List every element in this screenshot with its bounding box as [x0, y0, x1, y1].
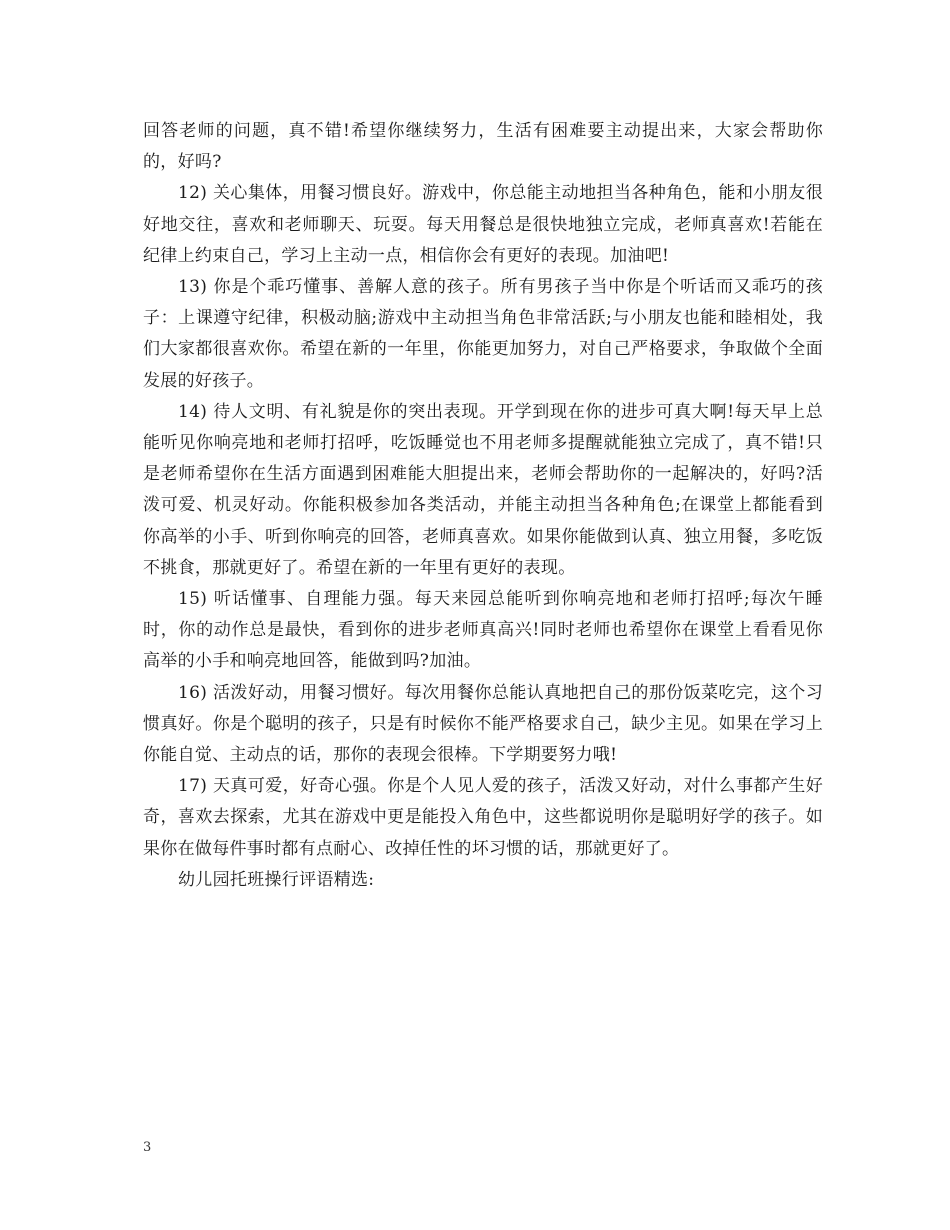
document-body [143, 116, 823, 896]
paragraph-comment-12: 12) 关心集体，用餐习惯良好。游戏中，你总能主动地担当各种角色，能和小朋友很好地交往，喜欢和老师聊天、玩耍。每天用餐总是很快地独立完成，老师真喜欢!若能在纪律上约束自己，学习上主动一点，相信你会有更好的表现。加油吧! [143, 183, 823, 266]
paragraph-comment-13: 13) 你是个乖巧懂事、善解人意的孩子。所有男孩子当中你是个听话而又乖巧的孩子：上课遵守纪律，积极动脑;游戏中主动担当角色非常活跃;与小朋友也能和睦相处，我们大家都很喜欢你。希望在新的一年里，你能更加努力，对自己严格要求，争取做个全面发展的好孩子。 [143, 277, 823, 391]
paragraph-comment-15: 15) 听话懂事、自理能力强。每天来园总能听到你响亮地和老师打招呼;每次午睡时，你的动作总是最快，看到你的进步老师真高兴!同时老师也希望你在课堂上看看见你高举的小手和响亮地回答，能做到吗?加油。 [143, 589, 823, 672]
page-number: 3 [143, 1140, 152, 1155]
paragraph-comment-14: 14) 待人文明、有礼貌是你的突出表现。开学到现在你的进步可真大啊!每天早上总能听见你响亮地和老师打招呼，吃饭睡觉也不用老师多提醒就能独立完成了，真不错!只是老师希望你在生活方面遇到困难能大胆提出来，老师会帮助你的一起解决的，好吗?活泼可爱、机灵好动。你能积极参加各类活动，并能主动担当各种角色;在课堂上都能看到你高举的小手、听到你响亮的回答，老师真喜欢。如果你能做到认真、独立用餐，多吃饭不挑食，那就更好了。希望在新的一年里有更好的表现。 [143, 401, 823, 578]
paragraph-continuation: 回答老师的问题，真不错!希望你继续努力，生活有困难要主动提出来，大家会帮助你的，好吗? [143, 121, 823, 173]
paragraph-comment-17: 17) 天真可爱，好奇心强。你是个人见人爱的孩子，活泼又好动，对什么事都产生好奇，喜欢去探索，尤其在游戏中更是能投入角色中，这些都说明你是聪明好学的孩子。如果你在做每件事时都有点耐心、改掉任性的坏习惯的话，那就更好了。 [143, 776, 823, 859]
paragraph-comment-16: 16) 活泼好动，用餐习惯好。每次用餐你总能认真地把自己的那份饭菜吃完，这个习惯真好。你是个聪明的孩子，只是有时候你不能严格要求自己，缺少主见。如果在学习上你能自觉、主动点的话，那你的表现会很棒。下学期要努力哦! [143, 682, 823, 766]
section-heading: 幼儿园托班操行评语精选: [178, 869, 375, 890]
